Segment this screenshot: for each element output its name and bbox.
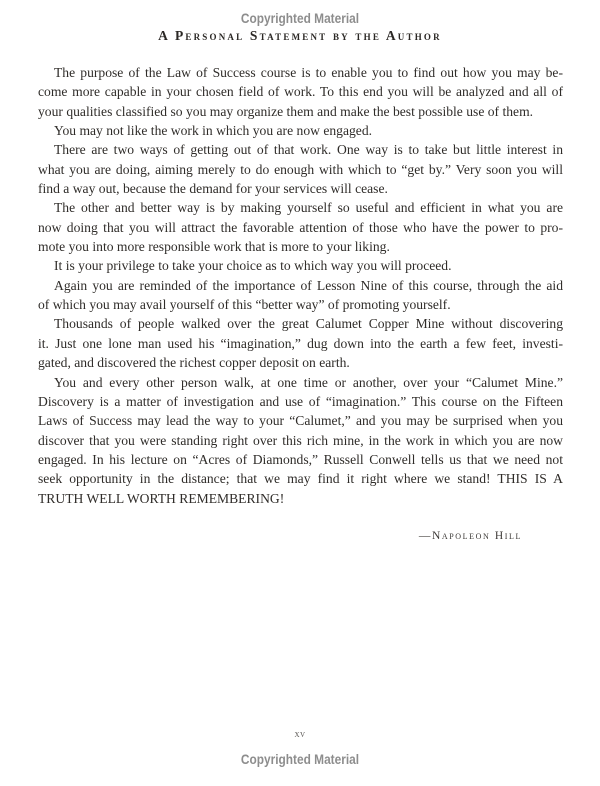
paragraph — [38, 63, 563, 121]
author-signature: —Napoleon Hill — [418, 529, 522, 542]
text-line: Laws of Success may lead the way to your “Calumet,” and you may be surprised when you — [38, 413, 563, 429]
text-line: it. Just one lone man used his “imagination,” dug down into the earth a few feet, investi- — [38, 335, 563, 351]
text-line: You and every other person walk, at one time or another, over your “Calumet Mine.” — [54, 374, 563, 390]
text-line: Discovery is a matter of investigation and use of “imagination.” This course on the Fifteen — [38, 393, 563, 409]
text-line: gated, and discovered the richest copper deposit on earth. — [38, 355, 350, 371]
text-line: The other and better way is by making yourself so useful and efficient in what you are — [54, 200, 563, 216]
paragraph — [38, 140, 563, 198]
text-line: of which you may avail yourself of this “better way” of promoting yourself. — [38, 297, 451, 313]
text-line: Thousands of people walked over the great Calumet Copper Mine without discovering — [54, 316, 563, 332]
text-line: now doing that you will attract the favorable attention of those who have the power to pro- — [38, 219, 563, 235]
page-number: xv — [294, 729, 306, 740]
text-line: The purpose of the Law of Success course is to enable you to find out how you may be- — [54, 65, 563, 80]
copyright-watermark-bottom: Copyrighted Material — [240, 752, 360, 767]
text-line: your qualities classified so you may organize them and make the best possible use of them. — [38, 103, 534, 119]
page-header-title: A Personal Statement by the Author — [158, 28, 442, 43]
copyright-watermark-top: Copyrighted Material — [240, 11, 360, 26]
body-text — [38, 63, 563, 546]
paragraph — [38, 256, 563, 275]
text-line: mote you into more responsible work that is more to your liking. — [38, 239, 390, 255]
text-line: find a way out, because the demand for your services will cease. — [38, 181, 388, 197]
text-line: TRUTH WELL WORTH REMEMBERING! — [38, 490, 285, 506]
text-line: engaged. In his lecture on “Acres of Diamonds,” Russell Conwell tells us that we need not — [38, 451, 563, 467]
text-line: It is your privilege to take your choice as to which way you will proceed. — [54, 258, 452, 274]
text-line: what you are doing, aiming merely to do enough with which to “get by.” Very soon you will — [38, 161, 563, 177]
paragraphs-container — [38, 63, 563, 508]
paragraph — [38, 198, 563, 256]
paragraph — [38, 314, 563, 372]
text-line: Again you are reminded of the importance of Lesson Nine of this course, through the aid — [54, 277, 563, 293]
text-line: seek opportunity in the distance; that we may find it right where we stand! THIS IS A — [38, 471, 563, 487]
text-line: discover that you were standing right over this rich mine, in the work in which you are now — [38, 432, 563, 448]
text-line: There are two ways of getting out of that work. One way is to take but little interest in — [54, 142, 563, 158]
text-line: You may not like the work in which you are now engaged. — [54, 123, 373, 139]
paragraph — [38, 373, 563, 508]
text-line: come more capable in your chosen field of work. To this end you will be analyzed and all of — [38, 84, 563, 100]
paragraph — [38, 121, 563, 140]
paragraph — [38, 276, 563, 315]
